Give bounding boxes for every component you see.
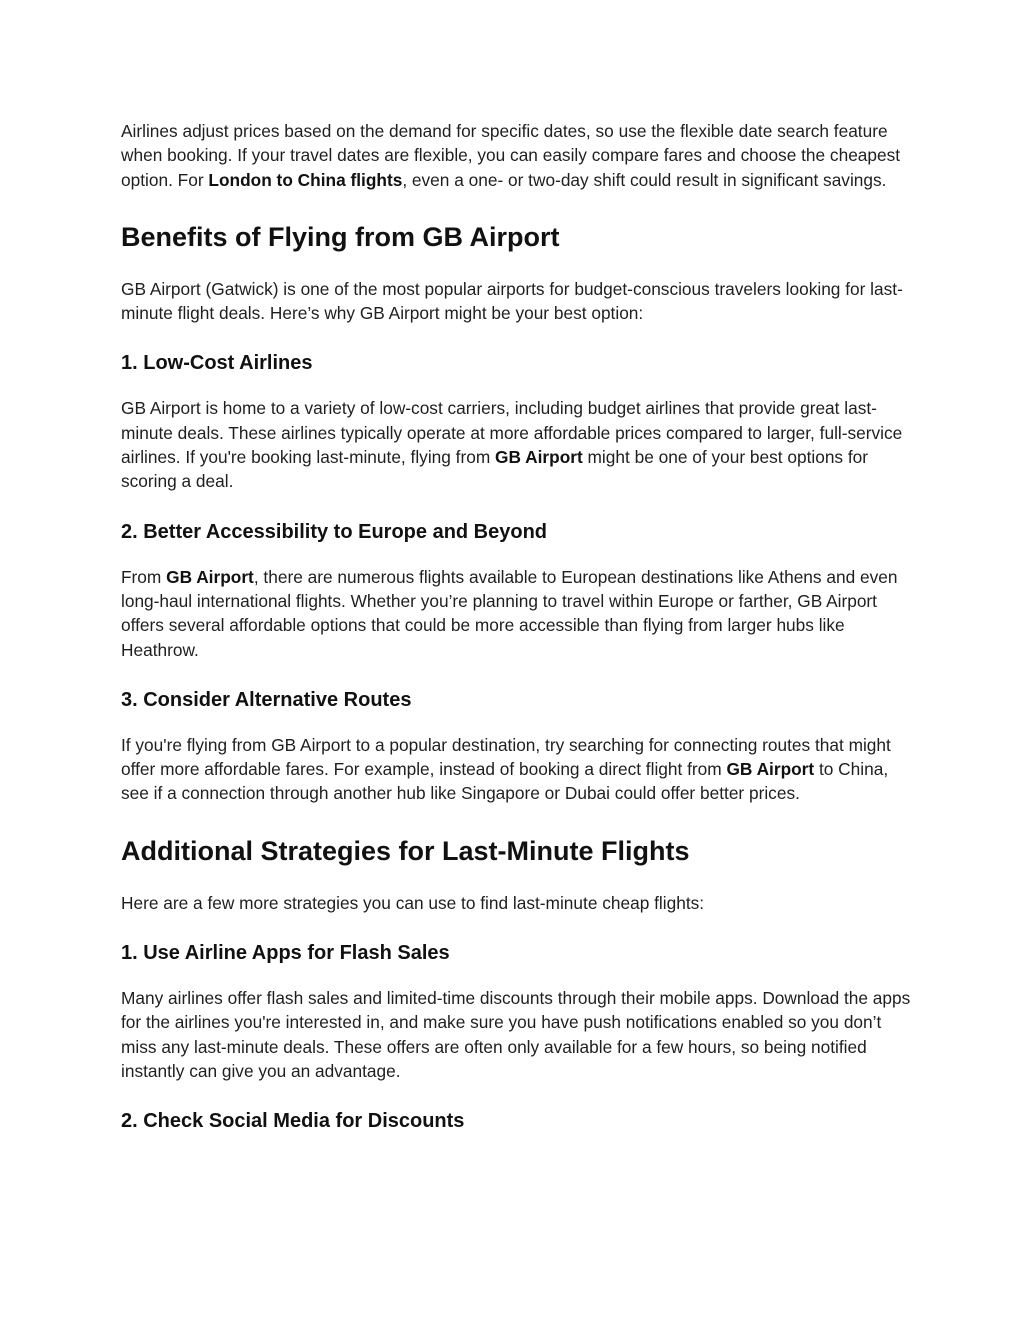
- benefit-1-paragraph: [121, 396, 911, 493]
- benefit-3-bold: GB Airport: [726, 759, 815, 780]
- benefit-3-text-a: If you're flying from GB Airport to a popular destination, try searching for connecting routes that might offer more affordable fares. For example, instead of booking a direct flight from: [121, 734, 891, 780]
- intro-bold-route: London to China flights: [208, 169, 403, 190]
- strategies-heading: Additional Strategies for Last-Minute Flights: [121, 835, 690, 866]
- benefit-2-heading: 2. Better Accessibility to Europe and Beyond: [121, 520, 548, 543]
- benefit-1-text-a: GB Airport is home to a variety of low-cost carriers, including budget airlines that provide great last-minute deals. These airlines typically operate at more affordable prices compared to larger, full-service airlines. If you're booking last-minute, flying from: [121, 398, 903, 468]
- benefit-2-bold: GB Airport: [166, 566, 254, 587]
- benefit-1-heading: 1. Low-Cost Airlines: [121, 352, 313, 375]
- strategies-intro: Here are a few more strategies you can use to find last-minute cheap flights:: [121, 892, 705, 913]
- benefit-3-heading: 3. Consider Alternative Routes: [121, 688, 412, 711]
- benefit-2-text-a: From: [121, 566, 167, 587]
- benefit-2-paragraph: [121, 565, 911, 662]
- benefits-intro: GB Airport (Gatwick) is one of the most popular airports for budget-conscious travelers looking for last-minute flight deals. Here’s why GB Airport might be your best option:: [121, 278, 903, 324]
- benefit-3-text-b: to China, see if a connection through another hub like Singapore or Dubai could offer better prices.: [121, 759, 889, 804]
- benefit-2-text-b: , there are numerous flights available to European destinations like Athens and even long-haul international flights. Whether you’re planning to travel within Europe or farther, GB Airport offers several affordable options that could be more accessible than flying from larger hubs like Heathrow.: [121, 566, 898, 660]
- intro-text-b: , even a one- or two-day shift could result in significant savings.: [402, 169, 887, 190]
- intro-text-a: Airlines adjust prices based on the demand for specific dates, so use the flexible date search feature when booking. If your travel dates are flexible, you can easily compare fares and choose the cheapest option. For: [121, 121, 901, 190]
- strategy-1-paragraph: Many airlines offer flash sales and limited-time discounts through their mobile apps. Download the apps for the airlines you're interested in, and make sure you have push notifications enabled so you don’t miss any last-minute deals. These offers are often only available for a few hours, so being notified instantly can give you an advantage.: [121, 988, 911, 1081]
- benefit-1-bold: GB Airport: [495, 447, 583, 468]
- strategy-2-heading: 2. Check Social Media for Discounts: [121, 1110, 465, 1133]
- benefit-1-text-b: might be one of your best options for scoring a deal.: [121, 447, 869, 492]
- intro-paragraph: [121, 119, 911, 192]
- strategy-1-heading: 1. Use Airline Apps for Flash Sales: [121, 942, 450, 965]
- benefits-heading: Benefits of Flying from GB Airport: [121, 221, 560, 252]
- benefit-3-paragraph: [121, 733, 911, 806]
- document-page: [121, 119, 911, 1134]
